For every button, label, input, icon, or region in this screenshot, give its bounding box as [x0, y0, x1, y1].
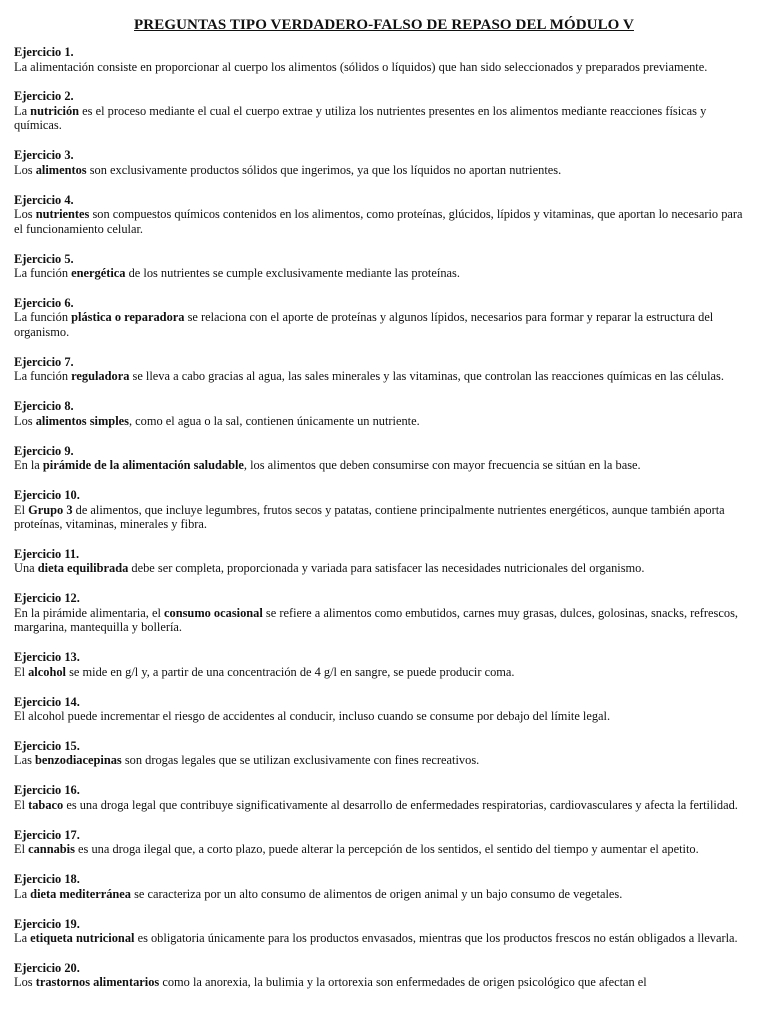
highlighted-term: nutrientes: [35, 207, 90, 222]
statement-text: La función: [14, 310, 72, 325]
highlighted-term: alcohol: [28, 664, 66, 679]
statement-text: La función: [14, 266, 72, 281]
highlighted-term: nutrición: [30, 103, 80, 118]
statement-text: de alimentos, que incluye legumbres, frutos secos y patatas, contiene principalmente nutrientes energéticos, aunque también aporta proteínas, vitaminas, minerales y fibra.: [14, 502, 725, 532]
exercise-item: [14, 917, 754, 946]
statement-text: La: [14, 886, 31, 901]
statement-text: Los: [14, 975, 36, 990]
statement-text: se caracteriza por un alto consumo de alimentos de origen animal y un bajo consumo de vegetales.: [131, 886, 623, 901]
exercise-item: [14, 547, 754, 576]
highlighted-term: benzodiacepinas: [35, 753, 122, 768]
highlighted-term: tabaco: [28, 797, 64, 812]
exercise-statement: [14, 503, 754, 532]
statement-text: se relaciona con el aporte de proteínas y algunos lípidos, necesarios para formar y reparar la estructura del organismo.: [14, 310, 714, 339]
statement-text: se mide en g/l y, a partir de una concentración de 4 g/l en sangre, se puede producir coma.: [65, 664, 515, 679]
statement-text: El alcohol puede incrementar el riesgo de accidentes al conducir, incluso cuando se consume por debajo del límite legal.: [14, 709, 611, 724]
exercise-heading: Ejercicio 11.: [14, 546, 80, 561]
exercise-heading: Ejercicio 19.: [14, 916, 80, 931]
exercise-heading: Ejercicio 18.: [14, 872, 80, 887]
exercise-statement: [14, 931, 754, 946]
exercise-item: [14, 650, 754, 679]
exercise-heading: Ejercicio 12.: [14, 591, 80, 606]
exercise-statement: [14, 709, 754, 724]
highlighted-term: trastornos alimentarios: [35, 975, 160, 990]
statement-text: Los: [14, 413, 36, 428]
statement-text: son exclusivamente productos sólidos que ingerimos, ya que los líquidos no aportan nutrientes.: [86, 162, 562, 177]
exercise-item: [14, 783, 754, 812]
statement-text: , los alimentos que deben consumirse con mayor frecuencia se sitúan en la base.: [243, 458, 641, 473]
highlighted-term: etiqueta nutricional: [30, 931, 135, 946]
statement-text: como la anorexia, la bulimia y la ortorexia son enfermedades de origen psicológico que afectan el: [159, 975, 647, 990]
highlighted-term: pirámide de la alimentación saludable: [42, 458, 244, 473]
exercise-heading: Ejercicio 13.: [14, 650, 80, 665]
exercise-heading: Ejercicio 1.: [14, 45, 74, 59]
exercise-heading: Ejercicio 2.: [14, 89, 74, 104]
exercise-item: [14, 695, 754, 724]
exercise-heading: Ejercicio 16.: [14, 783, 80, 798]
statement-text: es una droga ilegal que, a corto plazo, puede alterar la percepción de los sentidos, el sentido del tiempo y aumentar el apetito.: [74, 842, 699, 857]
statement-text: Los: [14, 162, 36, 177]
statement-text: En la pirámide alimentaria, el: [14, 605, 165, 620]
exercise-item: [14, 193, 754, 237]
statement-text: debe ser completa, proporcionada y variada para satisfacer las necesidades nutricionales del organismo.: [128, 561, 645, 576]
exercise-statement: [14, 975, 754, 990]
exercise-statement: [14, 665, 754, 680]
exercise-heading: Ejercicio 4.: [14, 192, 74, 207]
exercise-item: [14, 252, 754, 281]
statement-text: Los: [14, 207, 36, 222]
exercise-statement: [14, 561, 754, 576]
exercise-item: [14, 355, 754, 384]
exercise-statement: [14, 414, 754, 429]
exercise-item: [14, 591, 754, 635]
statement-text: es el proceso mediante el cual el cuerpo extrae y utiliza los nutrientes presentes en los alimentos mediante reacciones físicas y químicas.: [14, 103, 707, 133]
exercise-statement: [14, 163, 754, 178]
exercise-heading: Ejercicio 7.: [14, 354, 74, 369]
highlighted-term: cannabis: [28, 842, 75, 857]
exercise-statement: [14, 266, 754, 281]
exercise-item: [14, 399, 754, 428]
statement-text: es una droga legal que contribuye significativamente al desarrollo de enfermedades respiratorias, cardiovasculares y afecta la fertilidad.: [63, 797, 738, 812]
statement-text: El: [14, 797, 29, 812]
statement-text: Las: [14, 753, 35, 768]
exercise-statement: [14, 458, 754, 473]
exercise-heading: Ejercicio 3.: [14, 148, 74, 163]
highlighted-term: Grupo 3: [28, 502, 73, 517]
exercise-item: [14, 45, 754, 74]
highlighted-term: plástica o reparadora: [71, 310, 185, 325]
document-title: PREGUNTAS TIPO VERDADERO-FALSO DE REPASO DEL MÓDULO V: [134, 17, 634, 33]
statement-text: La función: [14, 369, 72, 384]
exercise-statement: [14, 104, 754, 133]
exercise-statement: [14, 753, 754, 768]
exercise-heading: Ejercicio 9.: [14, 443, 74, 458]
exercise-item: [14, 296, 754, 340]
statement-text: La alimentación consiste en proporcionar al cuerpo los alimentos (sólidos o líquidos) que han sido seleccionados y preparados previamente.: [14, 59, 708, 74]
exercise-item: [14, 148, 754, 177]
exercise-statement: [14, 887, 754, 902]
statement-text: El: [14, 842, 29, 857]
highlighted-term: alimentos simples: [35, 413, 129, 428]
highlighted-term: dieta mediterránea: [30, 886, 131, 901]
exercise-heading: Ejercicio 10.: [14, 488, 80, 503]
exercise-heading: Ejercicio 15.: [14, 738, 80, 753]
exercise-statement: [14, 606, 754, 635]
exercise-heading: Ejercicio 14.: [14, 694, 80, 709]
exercise-item: [14, 961, 754, 990]
highlighted-term: energética: [71, 266, 126, 281]
exercise-heading: Ejercicio 17.: [14, 827, 80, 842]
exercise-heading: Ejercicio 5.: [14, 251, 74, 266]
highlighted-term: alimentos: [35, 162, 87, 177]
statement-text: El: [14, 664, 29, 679]
statement-text: de los nutrientes se cumple exclusivamente mediante las proteínas.: [125, 266, 460, 281]
statement-text: El: [14, 502, 29, 517]
statement-text: es obligatoria únicamente para los productos envasados, mientras que los productos frescos no están obligados a llevarla.: [134, 931, 738, 946]
exercise-statement: [14, 310, 754, 339]
statement-text: Una: [14, 561, 38, 576]
highlighted-term: dieta equilibrada: [37, 561, 129, 576]
exercise-statement: [14, 60, 754, 75]
exercise-item: [14, 739, 754, 768]
exercise-statement: [14, 842, 754, 857]
statement-text: En la: [14, 458, 43, 473]
statement-text: La: [14, 931, 31, 946]
statement-text: , como el agua o la sal, contienen únicamente un nutriente.: [128, 413, 420, 428]
exercise-item: [14, 828, 754, 857]
exercise-statement: [14, 207, 754, 236]
highlighted-term: consumo ocasional: [164, 605, 263, 620]
exercise-item: [14, 872, 754, 901]
statement-text: La: [14, 103, 31, 118]
exercise-heading: Ejercicio 6.: [14, 295, 74, 310]
exercise-statement: [14, 369, 754, 384]
exercise-heading: Ejercicio 8.: [14, 399, 74, 414]
exercise-list: [14, 45, 754, 990]
exercise-heading: Ejercicio 20.: [14, 960, 80, 975]
statement-text: se lleva a cabo gracias al agua, las sales minerales y las vitaminas, que controlan las reacciones químicas en las células.: [129, 369, 724, 384]
exercise-item: [14, 89, 754, 133]
statement-text: se refiere a alimentos como embutidos, carnes muy grasas, dulces, golosinas, snacks, refrescos, margarina, mantequilla y bollería.: [14, 605, 738, 635]
exercise-item: [14, 444, 754, 473]
statement-text: son compuestos químicos contenidos en los alimentos, como proteínas, glúcidos, lípidos y vitaminas, que aportan lo necesario para el funcionamiento celular.: [14, 207, 743, 236]
exercise-statement: [14, 798, 754, 813]
highlighted-term: reguladora: [71, 369, 130, 384]
statement-text: son drogas legales que se utilizan exclusivamente con fines recreativos.: [121, 753, 480, 768]
exercise-item: [14, 488, 754, 532]
